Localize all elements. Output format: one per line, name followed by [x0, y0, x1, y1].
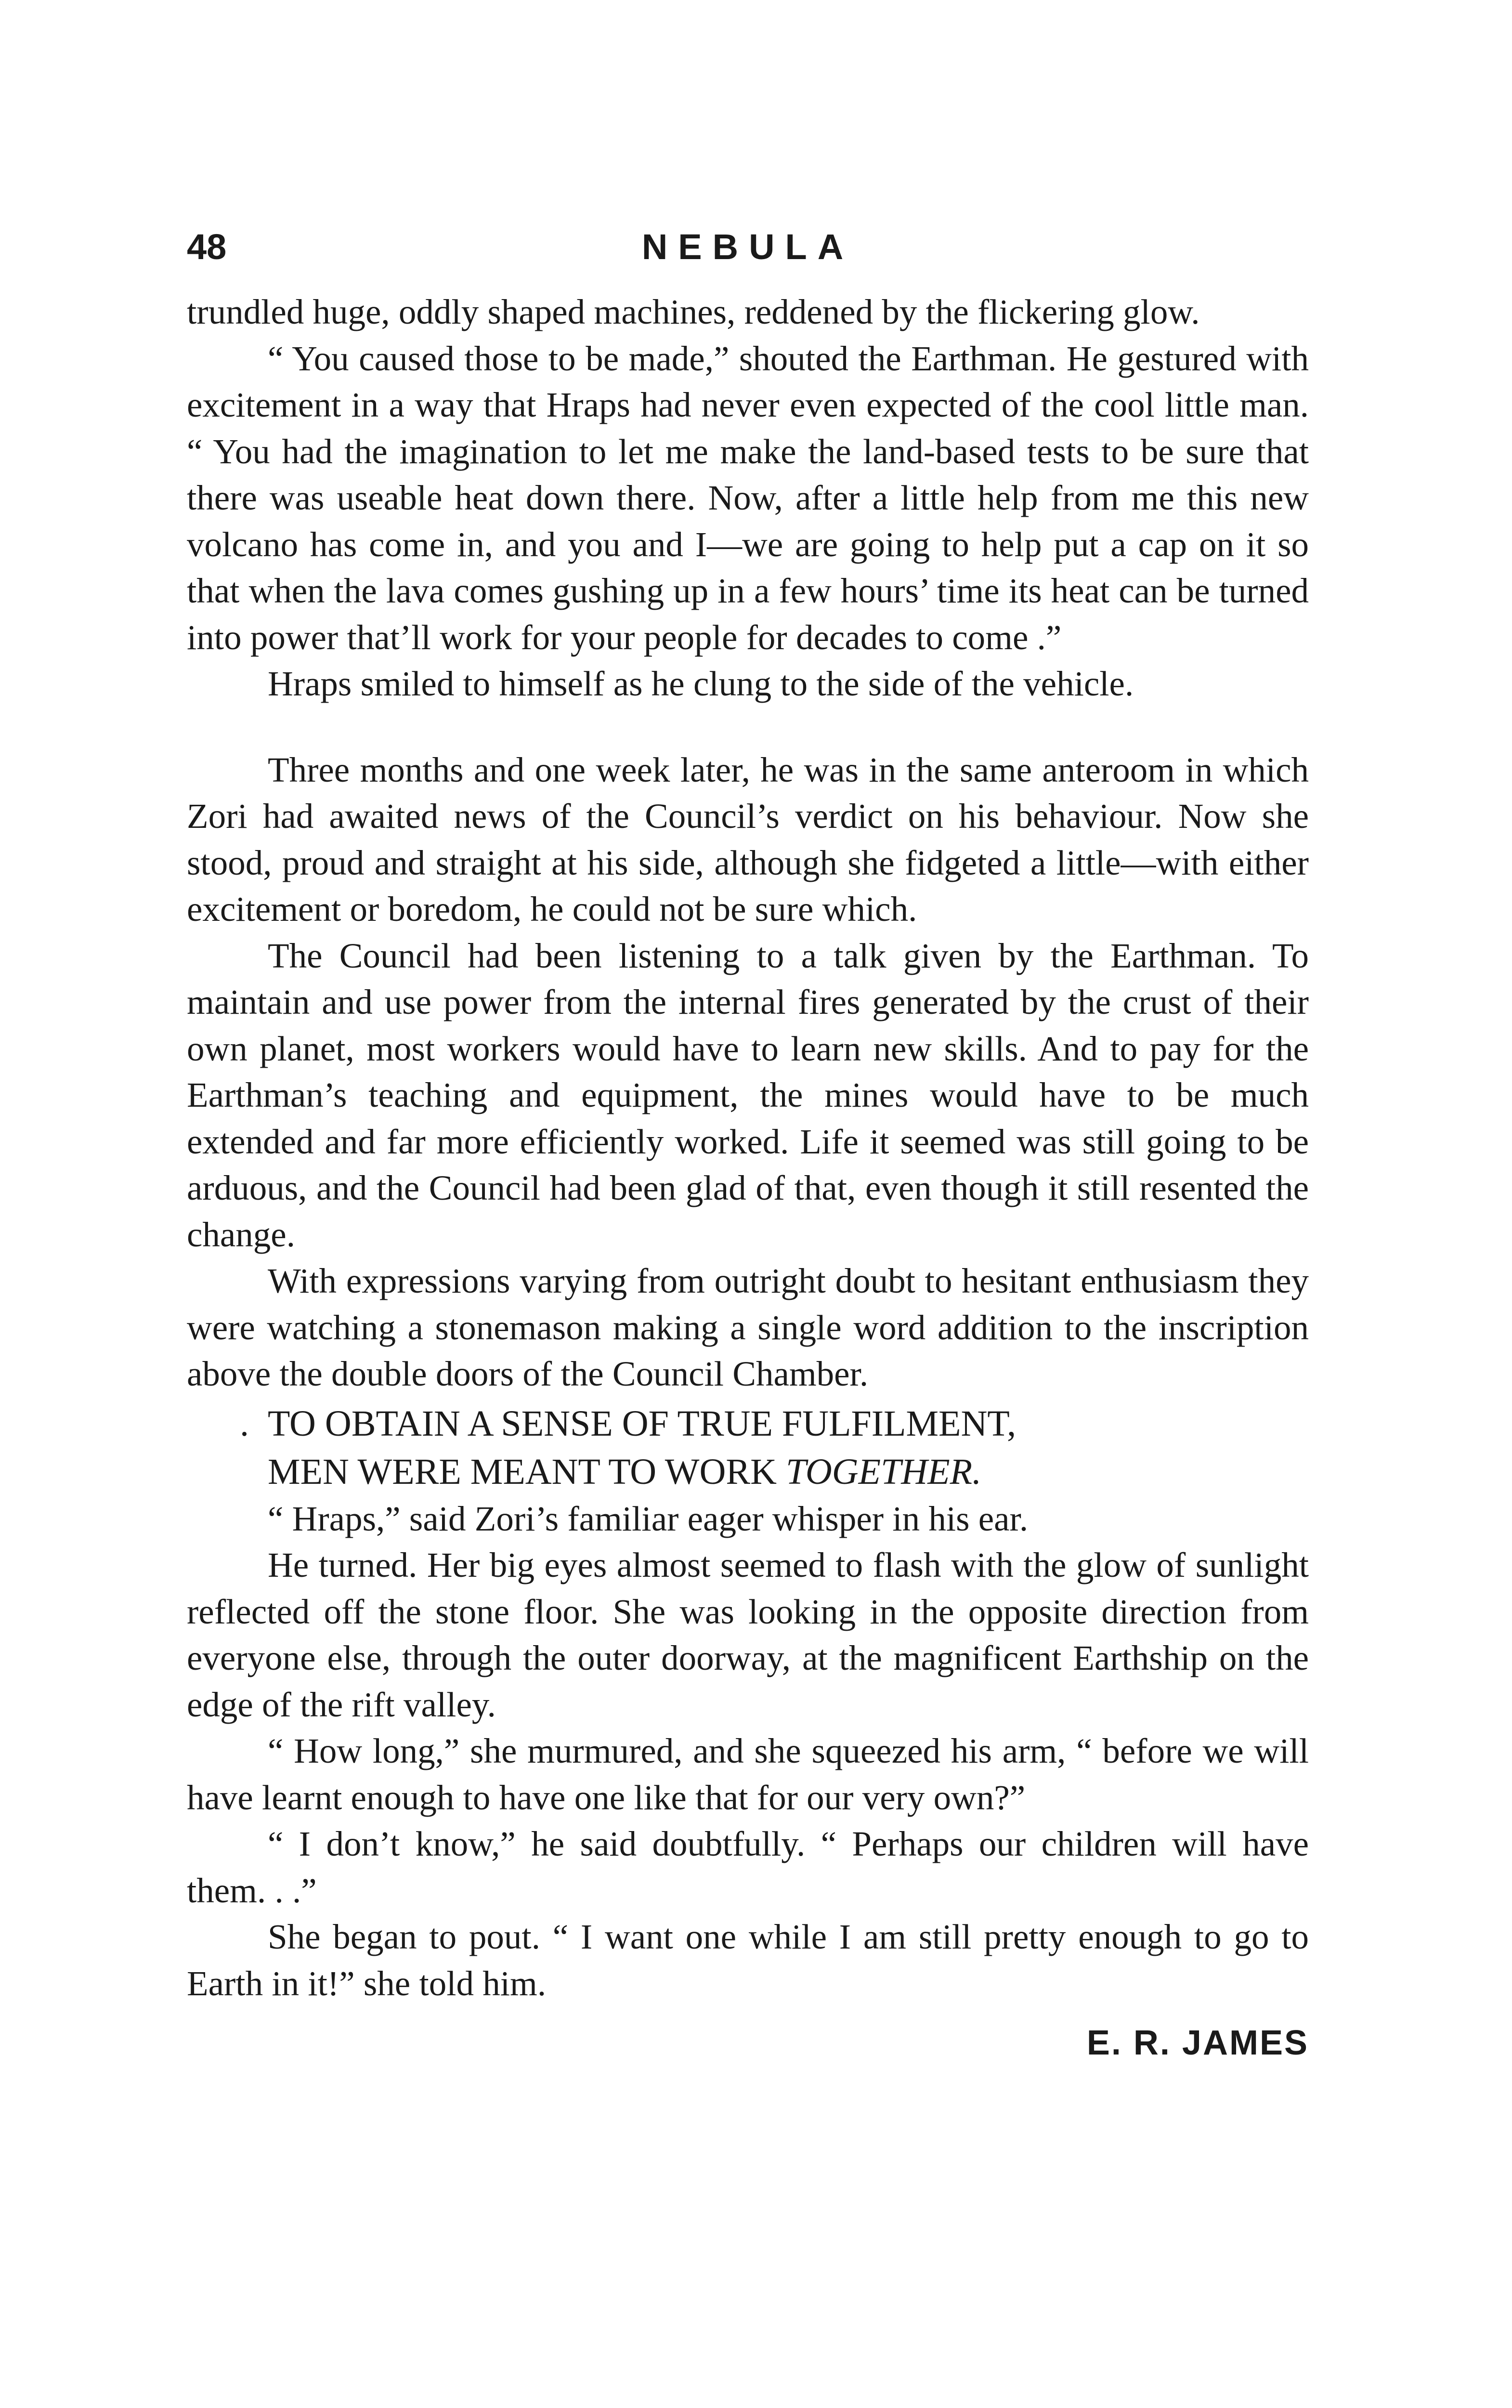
running-head: NEBULA — [641, 227, 854, 267]
inscription-line-2 — [187, 1448, 1309, 1496]
paragraph: “ I don’t know,” he said doubtfully. “ Perhaps our children will have them. . .” — [187, 1824, 1309, 1910]
paragraph: trundled huge, oddly shaped machines, reddened by the flickering glow. — [187, 292, 1200, 331]
story-body — [187, 289, 1309, 2007]
page-header — [187, 226, 1309, 289]
paragraph: “ Hraps,” said Zori’s familiar eager whisper in his ear. — [268, 1499, 1029, 1538]
page-number: 48 — [187, 227, 227, 267]
inscription-line-1-text: TO OBTAIN A SENSE OF TRUE FULFILMENT, — [268, 1403, 1017, 1444]
author-credit: E. R. JAMES — [1086, 2024, 1309, 2062]
paragraph: He turned. Her big eyes almost seemed to flash with the glow of sunlight reflected off the stone floor. She was looking in the opposite direction from everyone else, through the outer doorway, at the magnificent Earthship on the edge of the rift valley. — [187, 1545, 1309, 1724]
inscription-dot: . — [240, 1403, 249, 1444]
inscription — [187, 1400, 1309, 1496]
paragraph: With expressions varying from outright doubt to hesitant enthusiasm they were watching a stonemason making a single word addition to the inscription above the double doors of the Council Chamber. — [187, 1261, 1309, 1393]
inscription-emphasis: TOGETHER. — [786, 1451, 982, 1492]
paragraph: Three months and one week later, he was in the same anteroom in which Zori had awaited news of the Council’s verdict on his behaviour. Now she stood, proud and straight at his side, although she fidgeted a little—with either excitement or boredom, he could not be sure which. — [187, 750, 1309, 929]
paragraph: “ How long,” she murmured, and she squeezed his arm, “ before we will have learnt enough to have one like that for our very own?” — [187, 1731, 1309, 1817]
book-page — [187, 226, 1309, 2063]
paragraph: Hraps smiled to himself as he clung to the side of the vehicle. — [268, 664, 1134, 703]
inscription-line-1 — [187, 1400, 1309, 1448]
inscription-line-2-text: MEN WERE MEANT TO WORK — [268, 1451, 786, 1492]
paragraph: She began to pout. “ I want one while I am still pretty enough to go to Earth in it!” she told him. — [187, 1917, 1309, 2003]
paragraph: “ You caused those to be made,” shouted the Earthman. He gestured with excitement in a way that Hraps had never even expected of the cool little man. “ You had the imagination to let me make the land-based tests to be sure that there was useable heat down there. Now, after a little help from me this new volcano has come in, and you and I—we are going to help put a cap on it so that when the lava comes gushing up in a few hours’ time its heat can be turned into power that’ll work for your people for decades to come .” — [187, 339, 1309, 657]
paragraph: The Council had been listening to a talk given by the Earthman. To maintain and use power from the internal fires generated by the crust of their own planet, most workers would have to learn new skills. And to pay for the Earthman’s teaching and equipment, the mines would have to be much extended and far more efficiently worked. Life it seemed was still going to be arduous, and the Council had been glad of that, even though it still resented the change. — [187, 936, 1309, 1254]
